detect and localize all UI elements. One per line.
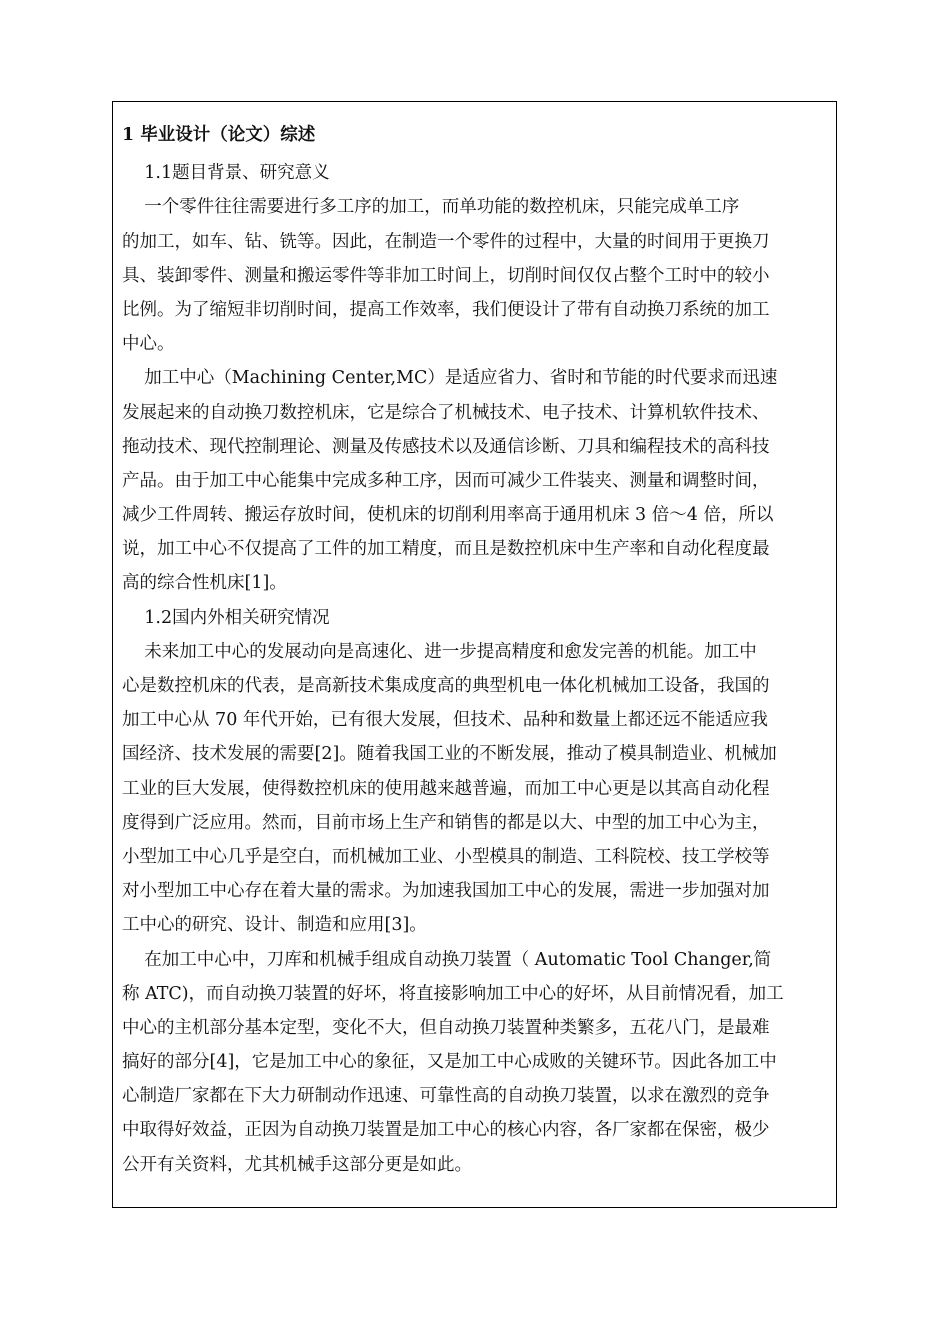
paragraph-line: 在加工中心中，刀库和机械手组成自动换刀装置（ Automatic Tool Changer,简 bbox=[122, 949, 772, 970]
paragraph-line: 心制造厂家都在下大力研制动作迅速、可靠性高的自动换刀装置，以求在激烈的竞争 bbox=[122, 1086, 770, 1107]
section-title: 1 毕业设计（论文）综述 bbox=[122, 125, 316, 145]
paragraph-line: 产品。由于加工中心能集中完成多种工序，因而可减少工件装夹、测量和调整时间， bbox=[122, 470, 770, 491]
paragraph-line: 小型加工中心几乎是空白，而机械加工业、小型模具的制造、工科院校、技工学校等 bbox=[122, 846, 770, 867]
paragraph-line: 的加工，如车、钻、铣等。因此，在制造一个零件的过程中，大量的时间用于更换刀 bbox=[122, 231, 770, 252]
paragraph-line: 减少工件周转、搬运存放时间，使机床的切削利用率高于通用机床 3 倍～4 倍，所以 bbox=[122, 505, 774, 526]
subheading-1-1: 1.1题目背景、研究意义 bbox=[122, 163, 330, 184]
paragraph-line: 加工中心（Machining Center,MC）是适应省力、省时和节能的时代要求而迅速 bbox=[122, 368, 778, 389]
paragraph-line: 发展起来的自动换刀数控机床，它是综合了机械技术、电子技术、计算机软件技术、 bbox=[122, 402, 770, 423]
paragraph-line: 称 ATC)，而自动换刀装置的好坏，将直接影响加工中心的好坏，从目前情况看，加工 bbox=[122, 983, 784, 1004]
paragraph-line: 未来加工中心的发展动向是高速化、进一步提高精度和愈发完善的机能。加工中 bbox=[122, 641, 757, 662]
paragraph-line: 一个零件往往需要进行多工序的加工，而单功能的数控机床，只能完成单工序 bbox=[122, 197, 740, 218]
paragraph-line: 公开有关资料，尤其机械手这部分更是如此。 bbox=[122, 1154, 472, 1175]
paragraph-line: 高的综合性机床[1]。 bbox=[122, 573, 287, 594]
paragraph-line: 中心的主机部分基本定型，变化不大，但自动换刀装置种类繁多，五花八门，是最难 bbox=[122, 1017, 770, 1038]
paragraph-line: 搞好的部分[4]，它是加工中心的象征，又是加工中心成败的关键环节。因此各加工中 bbox=[122, 1052, 777, 1073]
document-content bbox=[122, 118, 834, 1182]
subheading-1-2: 1.2国内外相关研究情况 bbox=[122, 607, 330, 628]
paragraph-line: 工业的巨大发展，使得数控机床的使用越来越普遍，而加工中心更是以其高自动化程 bbox=[122, 778, 770, 799]
paragraph-line: 对小型加工中心存在着大量的需求。为加速我国加工中心的发展，需进一步加强对加 bbox=[122, 881, 770, 902]
paragraph-line: 国经济、技术发展的需要[2]。随着我国工业的不断发展，推动了模具制造业、机械加 bbox=[122, 744, 777, 765]
paragraph-line: 度得到广泛应用。然而，目前市场上生产和销售的都是以大、中型的加工中心为主， bbox=[122, 812, 770, 833]
paragraph-line: 具、装卸零件、测量和搬运零件等非加工时间上，切削时间仅仅占整个工时中的较小 bbox=[122, 265, 770, 286]
paragraph-line: 比例。为了缩短非切削时间，提高工作效率，我们便设计了带有自动换刀系统的加工 bbox=[122, 299, 770, 320]
paragraph-line: 中心。 bbox=[122, 334, 175, 355]
paragraph-line: 加工中心从 70 年代开始，已有很大发展，但技术、品种和数量上都还远不能适应我 bbox=[122, 710, 768, 731]
document-frame bbox=[112, 101, 837, 1208]
paragraph-line: 说，加工中心不仅提高了工件的加工精度，而且是数控机床中生产率和自动化程度最 bbox=[122, 539, 770, 560]
paragraph-line: 中取得好效益，正因为自动换刀装置是加工中心的核心内容，各厂家都在保密，极少 bbox=[122, 1120, 770, 1141]
paragraph-line: 工中心的研究、设计、制造和应用[3]。 bbox=[122, 915, 427, 936]
paragraph-line: 心是数控机床的代表，是高新技术集成度高的典型机电一体化机械加工设备，我国的 bbox=[122, 676, 770, 696]
paragraph-line: 拖动技术、现代控制理论、测量及传感技术以及通信诊断、刀具和编程技术的高科技 bbox=[122, 436, 770, 457]
